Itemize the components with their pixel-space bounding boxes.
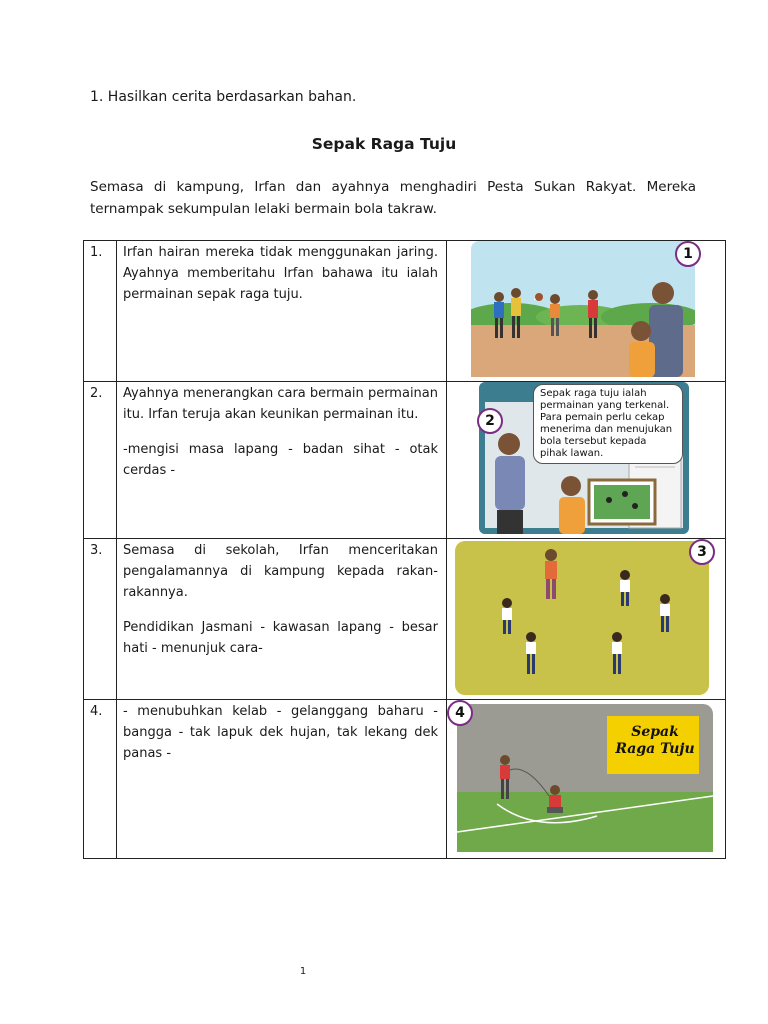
- row-note: -mengisi masa lapang - badan sihat - otak cerdas -: [123, 442, 438, 478]
- row-number: 1.: [84, 241, 117, 382]
- table-row: [84, 700, 726, 859]
- row-note: Pendidikan Jasmani - kawasan lapang - besar hati - menunjuk cara-: [123, 620, 438, 656]
- picture-cell: [447, 382, 726, 539]
- intro-paragraph: Semasa di kampung, Irfan dan ayahnya menghadiri Pesta Sukan Rakyat. Mereka ternampak sekumpulan lelaki bermain bola takraw.: [90, 179, 696, 217]
- picture-number-badge: 4: [447, 700, 473, 726]
- picture-number-badge: 1: [675, 241, 701, 267]
- picture-school-field: [455, 541, 709, 695]
- court-sign: Sepak Raga Tuju: [615, 724, 695, 757]
- picture-cell: [447, 539, 726, 700]
- instruction-text: 1. Hasilkan cerita berdasarkan bahan.: [90, 89, 357, 105]
- picture-number-badge: 3: [689, 539, 715, 565]
- row-text-cell: [117, 382, 447, 539]
- story-table: [83, 240, 726, 859]
- page-number: 1: [299, 966, 307, 977]
- story-title: Sepak Raga Tuju: [311, 135, 457, 153]
- picture-cell: [447, 700, 726, 859]
- row-text-cell: [117, 539, 447, 700]
- table-row: [84, 241, 726, 382]
- row-text-cell: [117, 700, 447, 859]
- picture-village-game: [471, 241, 695, 377]
- picture-cell: [447, 241, 726, 382]
- row-text: Ayahnya menerangkan cara bermain permainan itu. Irfan teruja akan keunikan permainan itu.: [123, 386, 438, 422]
- row-number: 4.: [84, 700, 117, 859]
- row-text: Irfan hairan mereka tidak menggunakan jaring. Ayahnya memberitahu Irfan bahawa itu ialah permainan sepak raga tuju.: [123, 245, 438, 302]
- table-row: [84, 539, 726, 700]
- row-text-cell: [117, 241, 447, 382]
- picture-number-badge: 2: [477, 408, 503, 434]
- speech-bubble: Sepak raga tuju ialah permainan yang terkenal. Para pemain perlu cekap menerima dan menujukan bola tersebut kepada pihak lawan.: [533, 384, 683, 464]
- row-text: - menubuhkan kelab - gelanggang baharu - bangga - tak lapuk dek hujan, tak lekang dek panas -: [123, 704, 438, 761]
- row-text: Semasa di sekolah, Irfan menceritakan pengalamannya di kampung kepada rakan-rakannya.: [123, 543, 438, 600]
- row-number: 2.: [84, 382, 117, 539]
- row-number: 3.: [84, 539, 117, 700]
- table-row: [84, 382, 726, 539]
